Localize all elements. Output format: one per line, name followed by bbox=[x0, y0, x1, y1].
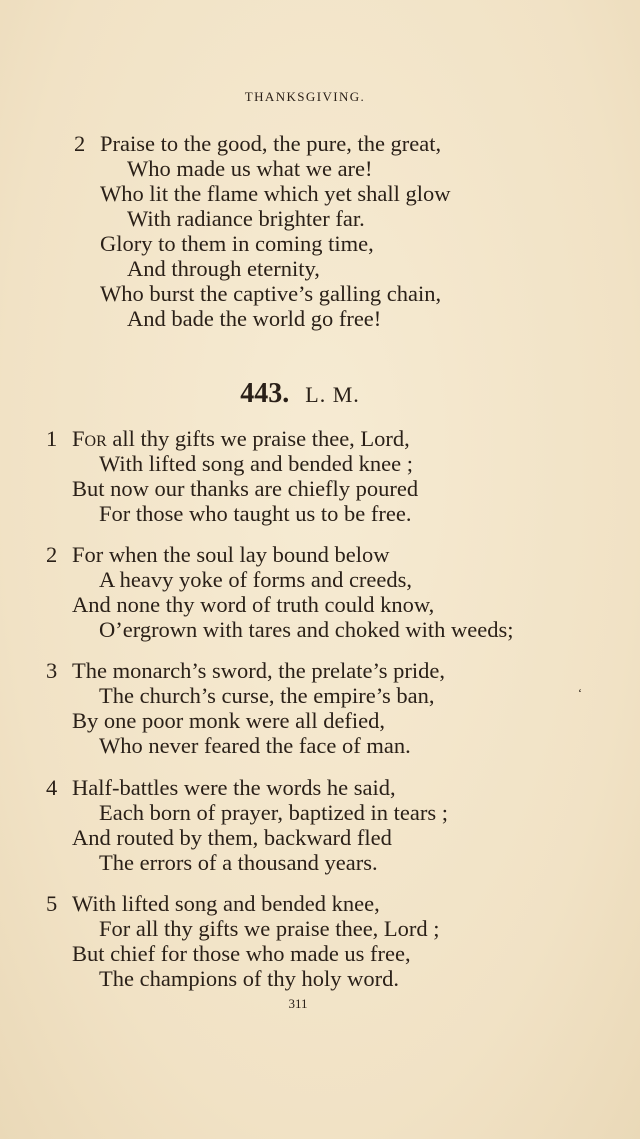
verse-line: And routed by them, backward fled bbox=[72, 825, 392, 850]
running-title: THANKSGIVING. bbox=[244, 89, 366, 104]
verse-line bbox=[72, 426, 410, 451]
stanza-number: 2 bbox=[74, 131, 86, 156]
first-word-small-caps: For bbox=[72, 426, 107, 451]
verse-line: Praise to the good, the pure, the great, bbox=[100, 131, 442, 156]
verse-line: Who lit the flame which yet shall glow bbox=[100, 181, 451, 206]
first-line-rest: all thy gifts we praise thee, Lord, bbox=[106, 426, 410, 451]
verse-line: The errors of a thousand years. bbox=[99, 850, 378, 875]
hymn-number: 443. bbox=[240, 378, 290, 409]
verse-line: The monarch’s sword, the prelate’s pride, bbox=[72, 658, 446, 683]
verse-line: For all thy gifts we praise thee, Lord ; bbox=[99, 916, 440, 941]
page-number: 311 bbox=[288, 996, 308, 1011]
verse-line: For when the soul lay bound below bbox=[72, 542, 390, 567]
verse-line: With radiance brighter far. bbox=[127, 206, 365, 231]
stanza-number: 4 bbox=[46, 775, 58, 800]
verse-line: Who made us what we are! bbox=[127, 156, 373, 181]
verse-line: The church’s curse, the empire’s ban, bbox=[99, 683, 435, 708]
hymn-heading bbox=[0, 378, 600, 410]
stanza-number: 5 bbox=[46, 891, 58, 916]
verse-line: By one poor monk were all defied, bbox=[72, 708, 386, 733]
verse-line: And through eternity, bbox=[127, 256, 320, 281]
stanza-number: 3 bbox=[46, 658, 58, 683]
verse-line: A heavy yoke of forms and creeds, bbox=[99, 567, 413, 592]
verse-line: For those who taught us to be free. bbox=[99, 501, 412, 526]
hymn-meter: L. M. bbox=[305, 382, 360, 407]
verse-line: O’ergrown with tares and choked with weeds; bbox=[99, 617, 514, 642]
verse-line: Who burst the captive’s galling chain, bbox=[100, 281, 442, 306]
stray-mark: ‘ bbox=[578, 686, 582, 700]
verse-line: Who never feared the face of man. bbox=[99, 733, 411, 758]
verse-line: With lifted song and bended knee ; bbox=[99, 451, 414, 476]
verse-line: The champions of thy holy word. bbox=[99, 966, 399, 991]
verse-line: Each born of prayer, baptized in tears ; bbox=[99, 800, 448, 825]
stanza-number: 2 bbox=[46, 542, 58, 567]
stanza-number: 1 bbox=[46, 426, 58, 451]
verse-line: And bade the world go free! bbox=[127, 306, 382, 331]
verse-line: With lifted song and bended knee, bbox=[72, 891, 380, 916]
verse-line: But now our thanks are chiefly poured bbox=[72, 476, 419, 501]
verse-line: And none thy word of truth could know, bbox=[72, 592, 435, 617]
verse-line: Half-battles were the words he said, bbox=[72, 775, 396, 800]
verse-line: But chief for those who made us free, bbox=[72, 941, 411, 966]
verse-line: Glory to them in coming time, bbox=[100, 231, 374, 256]
